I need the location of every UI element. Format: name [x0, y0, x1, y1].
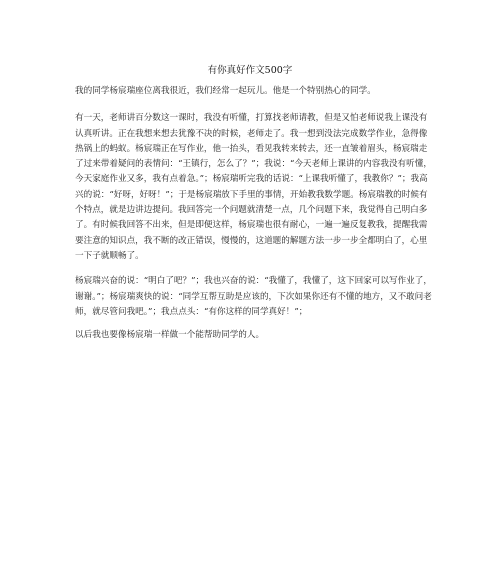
paragraph: 有一天，老师讲百分数这一课时，我没有听懂，打算找老师请教，但是又怕老师说我上课没有认真听讲。正在我想来想去犹豫不决的时候，老师走了。我一想到没法完成数学作业，急得像热锅上的蚂蚁。杨宸瑞正在写作业，他一抬头，看见我转来转去，还一直皱着眉头，杨宸瑞走了过来带着疑问的表情问：“王镇行，怎么了？”；我说：“今天老师上课讲的内容我没有听懂，今天家庭作业又多，我有点着急。”；杨宸瑞听完我的话说：“上课我听懂了，我教你？”；我高兴的说：“好呀，好呀！”；于是杨宸瑞放下手里的事情，开始教我数学题。杨宸瑞教的时候有个特点，就是边讲边提问。我回答完一个问题就清楚一点，几个问题下来，我觉得自己明白多了。有时候我回答不出来，但是即便这样，杨宸瑞也很有耐心，一遍一遍反复教我，提醒我需要注意的知识点，我不断的改正错误，慢慢的，这道题的解题方法一步一步全都明白了，心里一下子就顺畅了。	[75, 113, 432, 261]
paragraph: 杨宸瑞兴奋的说：“明白了吧？”；我也兴奋的说：“我懂了，我懂了，这下回家可以写作业了，谢谢。”；杨宸瑞爽快的说：“同学互帮互助是应该的，下次如果你还有不懂的地方，又不敢问老师，就尽管问我吧。”；我点点头：“有你这样的同学真好！”；	[75, 276, 432, 317]
document-body	[75, 84, 435, 351]
paragraph: 以后我也要像杨宸瑞一样做一个能帮助同学的人。	[75, 330, 265, 341]
paragraph: 我的同学杨宸瑞座位离我很近，我们经常一起玩儿。他是一个特别热心的同学。	[75, 86, 376, 96]
document-title: 有你真好作文500字	[207, 65, 293, 76]
